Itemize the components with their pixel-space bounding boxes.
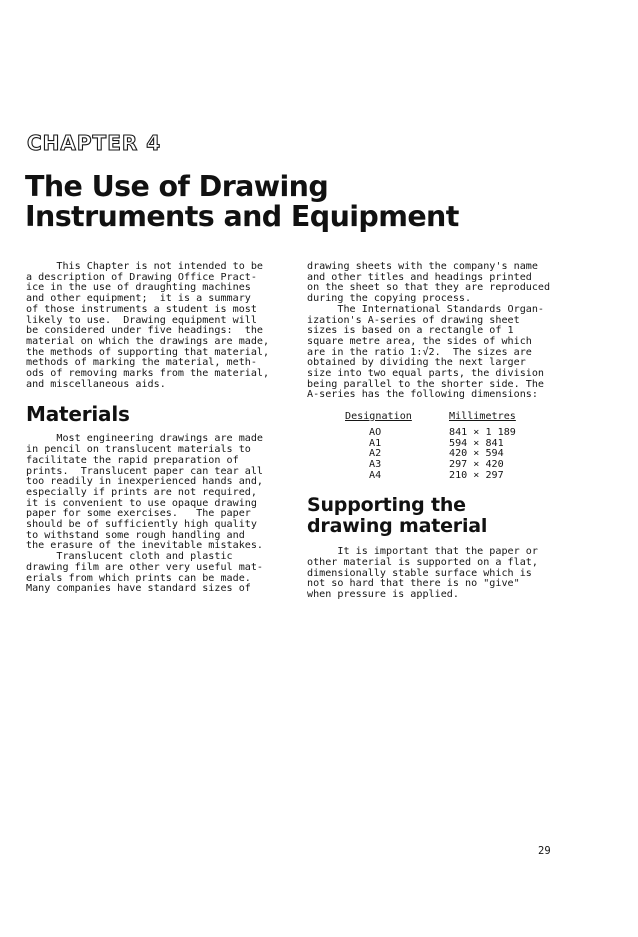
designation-cell: AO [369, 426, 382, 438]
intro-paragraph [26, 262, 294, 390]
text-line: the methods of supporting that material, [26, 346, 270, 358]
text-line: material on which the drawings are made, [26, 335, 270, 347]
text-line: paper for some exercises. The paper [26, 508, 251, 520]
text-line: ods of removing marks from the material, [26, 368, 270, 380]
text-line: The International Standards Organ- [307, 303, 545, 315]
table-header-row [345, 412, 516, 428]
text-line: drawing sheets with the company's name [307, 261, 538, 272]
millimetres-cell: 210 × 297 [449, 469, 504, 481]
text-line: It is important that the paper or [307, 546, 538, 558]
designation-cell: A3 [369, 458, 382, 470]
text-line: size into two equal parts, the division [307, 368, 545, 380]
table-row [345, 471, 516, 482]
text-line: especially if prints are not required, [26, 486, 257, 498]
text-line: too readily in inexperienced hands and, [26, 476, 264, 488]
text-line: ice in the use of draughting machines [26, 282, 251, 294]
text-line: A-series has the following dimensions: [307, 389, 538, 401]
text-line: not so hard that there is no "give" [307, 578, 520, 590]
text-line: a description of Drawing Office Pract- [26, 271, 257, 283]
millimetres-cell: 594 × 841 [449, 437, 504, 449]
right-column [307, 262, 575, 601]
text-line: This Chapter is not intended to be [26, 261, 264, 272]
chapter-label: CHAPTER 4 [27, 131, 162, 155]
text-line: other material is supported on a flat, [307, 557, 538, 569]
text-line: be considered under five headings: the [26, 325, 264, 337]
text-line: and other equipment; it is a summary [26, 293, 251, 305]
heading-line: Supporting the [307, 494, 466, 517]
millimetres-cell: 297 × 420 [449, 458, 504, 470]
text-line: on the sheet so that they are reproduced [307, 282, 551, 294]
text-line: Translucent cloth and plastic [26, 551, 233, 563]
text-line: are in the ratio 1:√2. The sizes are [307, 346, 532, 358]
continued-paragraph [307, 262, 575, 401]
text-line: ization's A-series of drawing sheet [307, 314, 520, 326]
text-line: erials from which prints can be made. [26, 572, 251, 584]
designation-header: Designation [345, 411, 412, 423]
text-line: the erasure of the inevitable mistakes. [26, 540, 264, 552]
text-line: and other titles and headings printed [307, 271, 532, 283]
title-line: The Use of Drawing [25, 170, 329, 203]
left-column [26, 262, 294, 595]
text-line: prints. Translucent paper can tear all [26, 465, 264, 477]
text-line: in pencil on translucent materials to [26, 444, 251, 456]
title-line: Instruments and Equipment [25, 200, 459, 233]
supporting-paragraph [307, 547, 575, 601]
text-line: it is convenient to use opaque drawing [26, 497, 257, 509]
designation-cell: A4 [369, 469, 382, 481]
page-number: 29 [538, 845, 551, 857]
designation-cell: A2 [369, 448, 382, 460]
text-line: sizes is based on a rectangle of 1 [307, 325, 514, 337]
table-row [345, 428, 516, 439]
millimetres-cell: 841 × 1 189 [449, 426, 516, 438]
sheet-sizes-table [345, 412, 516, 481]
millimetres-header: Millimetres [449, 411, 516, 423]
text-line: to withstand some rough handling and [26, 529, 245, 541]
page-title [25, 172, 459, 232]
text-line: methods of marking the material, meth- [26, 357, 257, 369]
text-line: and miscellaneous aids. [26, 378, 166, 390]
text-line: facilitate the rapid preparation of [26, 454, 239, 466]
text-line: Many companies have standard sizes of [26, 583, 251, 595]
materials-paragraph [26, 434, 294, 595]
text-line: dimensionally stable surface which is [307, 567, 532, 579]
text-line: likely to use. Drawing equipment will [26, 314, 257, 326]
text-line: being parallel to the shorter side. The [307, 378, 545, 390]
designation-cell: A1 [369, 437, 382, 449]
text-line: during the copying process. [307, 293, 472, 305]
text-line: drawing film are other very useful mat- [26, 561, 264, 573]
section-heading-materials: Materials [26, 402, 130, 427]
text-line: of those instruments a student is most [26, 303, 257, 315]
millimetres-cell: 420 × 594 [449, 448, 504, 460]
text-line: square metre area, the sides of which [307, 335, 532, 347]
text-line: Most engineering drawings are made [26, 433, 264, 445]
text-line: obtained by dividing the next larger [307, 357, 526, 369]
section-heading-supporting [307, 495, 575, 536]
text-line: should be of sufficiently high quality [26, 519, 257, 531]
heading-line: drawing material [307, 514, 488, 537]
text-line: when pressure is applied. [307, 589, 459, 601]
